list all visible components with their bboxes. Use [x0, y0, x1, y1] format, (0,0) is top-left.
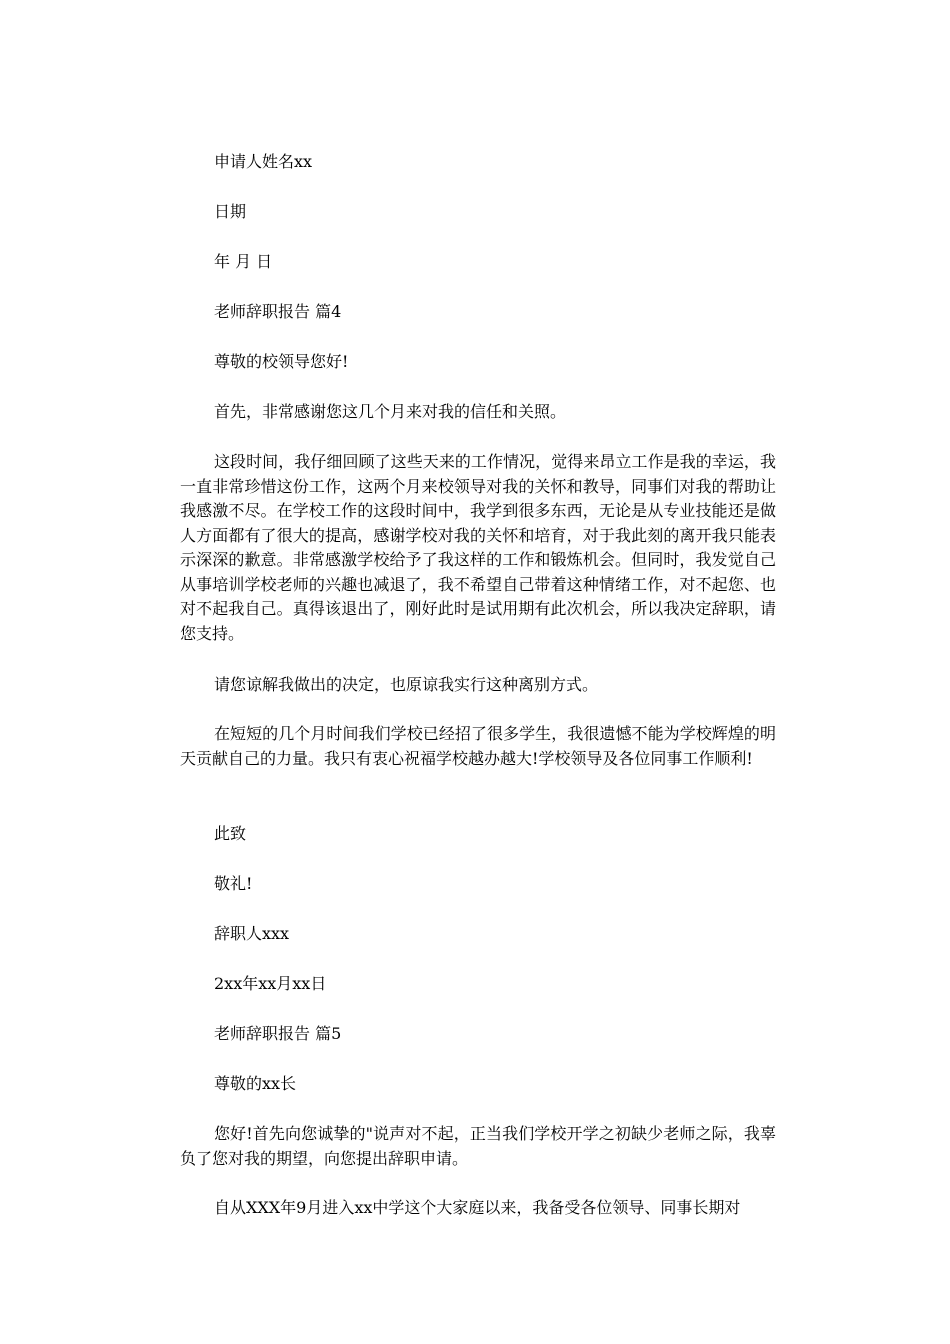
- date-label: 日期: [214, 202, 247, 221]
- closing-line-2: 敬礼!: [214, 874, 253, 893]
- body-paragraph-5: 自从XXX年9月进入xx中学这个大家庭以来，我备受各位领导、同事长期对: [214, 1198, 741, 1217]
- closing-line-1: 此致: [214, 824, 247, 843]
- heading-part-4: 老师辞职报告 篇4: [214, 302, 342, 321]
- sign-date: 2xx年xx月xx日: [214, 974, 327, 993]
- year-month-day: 年 月 日: [214, 252, 273, 271]
- applicant-name: 申请人姓名xx: [214, 152, 313, 171]
- thanks-line: 首先，非常感谢您这几个月来对我的信任和关照。: [214, 402, 567, 421]
- salutation-part-5: 尊敬的xx长: [214, 1074, 297, 1093]
- salutation-part-4: 尊敬的校领导您好!: [214, 352, 349, 371]
- body-paragraph-3: 在短短的几个月时间我们学校已经招了很多学生，我很遗憾不能为学校辉煌的明天贡献自己的力量。我只有衷心祝福学校越办越大!学校领导及各位同事工作顺利!: [180, 724, 776, 768]
- heading-part-5: 老师辞职报告 篇5: [214, 1024, 342, 1043]
- body-paragraph-1: 这段时间，我仔细回顾了这些天来的工作情况，觉得来昂立工作是我的幸运，我一直非常珍惜这份工作，这两个月来校领导对我的关怀和教导，同事们对我的帮助让我感激不尽。在学校工作的这段时间中，我学到很多东西，无论是从专业技能还是做人方面都有了很大的提高，感谢学校对我的关怀和培育，对于我此刻的离开我只能表示深深的歉意。非常感激学校给予了我这样的工作和锻炼机会。但同时，我发觉自己从事培训学校老师的兴趣也减退了，我不希望自己带着这种情绪工作，对不起您、也对不起我自己。真得该退出了，刚好此时是试用期有此次机会，所以我决定辞职，请您支持。: [180, 452, 776, 643]
- body-paragraph-2: 请您谅解我做出的决定，也原谅我实行这种离别方式。: [214, 675, 599, 694]
- signer-name: 辞职人xxx: [214, 924, 290, 943]
- body-paragraph-4: 您好!首先向您诚挚的"说声对不起，正当我们学校开学之初缺少老师之际，我辜负了您对我的期望，向您提出辞职申请。: [180, 1124, 776, 1168]
